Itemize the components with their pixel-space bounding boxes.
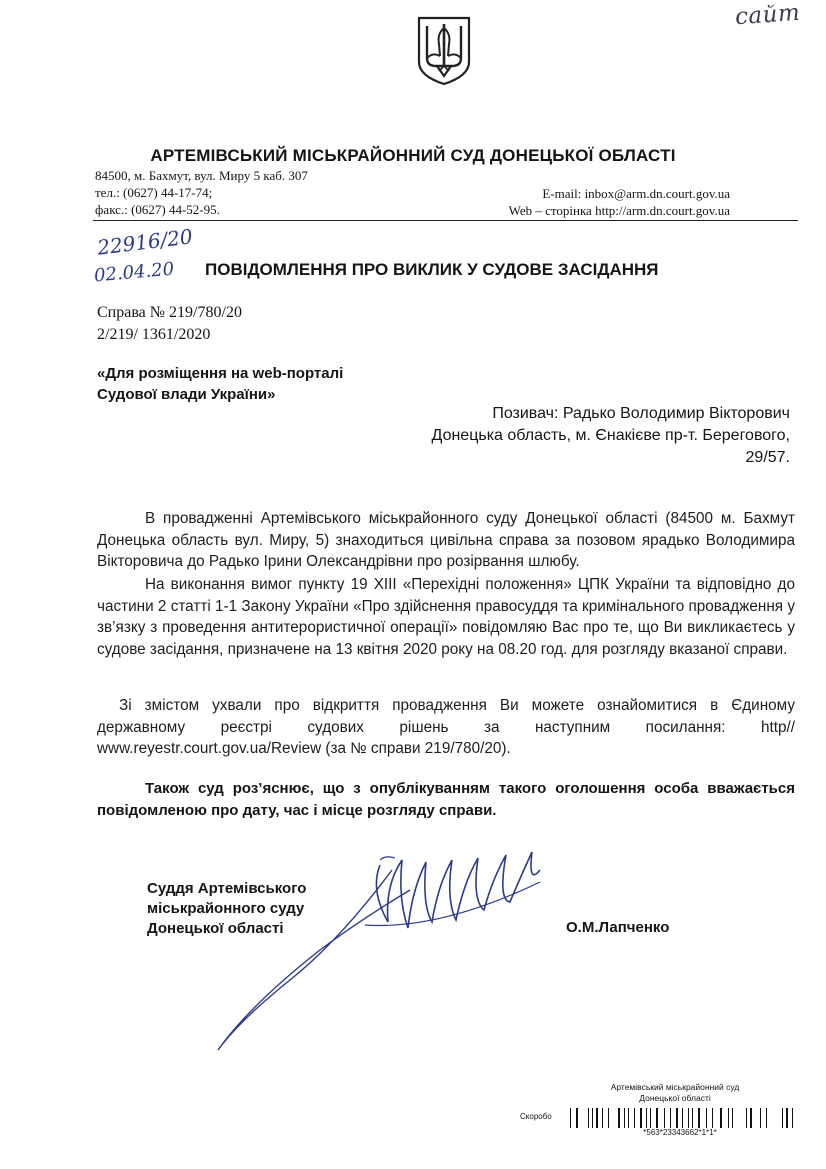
stamp-court-name (560, 1082, 790, 1104)
judge-title-line1: Суддя Артемівського (147, 880, 307, 897)
scan-label: Скоробо (520, 1112, 552, 1121)
paragraph-notification-clause: Також суд роз’яснює, що з опублікуванням такого оголошення особа вважається повідомленою про дату, час і місце розгляду справи. (97, 780, 795, 819)
court-fax: факс.: (0627) 44-52-95. (95, 202, 220, 217)
header-divider (93, 220, 798, 221)
handwritten-registration-number: 22916/20 (95, 224, 194, 260)
judge-name: О.М.Лапченко (566, 919, 670, 936)
web-note-line1: «Для розміщення на web-порталі (97, 365, 344, 382)
plaintiff-block (380, 403, 790, 469)
notice-title: ПОВІДОМЛЕННЯ ПРО ВИКЛИК У СУДОВЕ ЗАСІДАННЯ (205, 260, 659, 279)
court-contacts-right (440, 185, 730, 219)
plaintiff-name: Позивач: Радько Володимир Вікторович (492, 405, 790, 422)
trident-emblem-icon (415, 14, 473, 86)
web-note-line2: Судової влади України» (97, 386, 276, 403)
judge-title-line2: міськрайонного суду (147, 900, 305, 917)
judge-signature (180, 830, 560, 1060)
case-numbers (97, 302, 242, 346)
court-website: Web – сторінка http://arm.dn.court.gov.ua (508, 203, 730, 218)
court-email: E-mail: inbox@arm.dn.court.gov.ua (542, 186, 730, 201)
barcode-number: *563*23343662*1*1* (643, 1128, 717, 1137)
paragraph-case-description: В провадженні Артемівського міськрайонного суду Донецької області (84500 м. Бахмут Донецька область вул. Миру, 5) знаходиться цивільна справа за позовом ярадько Володимира Вікторовича до Радько Ірини Олександрівни про розірвання шлюбу. (97, 510, 795, 570)
court-contacts-left (95, 167, 308, 218)
handwritten-registration-date: 02.04.20 (93, 258, 175, 287)
web-portal-note (97, 363, 343, 405)
case-number: Справа № 219/780/20 (97, 304, 242, 321)
paragraph-registry-link: Зі змістом ухвали про відкриття провадження Ви можете ознайомитися в Єдиному державному реєстрі судових рішень за наступним посилання: http// www.reyestr.court.gov.ua/Review (за № справи 219/780/20). (97, 697, 795, 757)
stamp-court-line2: Донецької області (639, 1093, 711, 1103)
court-phone: тел.: (0627) 44-17-74; (95, 185, 213, 200)
judge-title-line3: Донецької області (147, 920, 284, 937)
paragraph-summons: На виконання вимог пункту 19 XIII «Перехідні положення» ЦПК України та відповідно до частини 2 статті 1-1 Закону України «Про здійснення правосуддя та кримінального провадження у зв’язку з проведення антитерористичної операції» повідомляю Вас про те, що Ви викликаєтесь у судове засідання, призначене на 13 квітня 2020 року на 08.20 год. для розгляду вказаної справи. (97, 576, 795, 658)
stamp-court-line1: Артемівський міськрайонний суд (610, 1082, 740, 1092)
plaintiff-address-cont: 29/57. (745, 449, 790, 466)
judge-title (147, 879, 306, 939)
barcode-icon (560, 1108, 800, 1128)
court-title: АРТЕМІВСЬКИЙ МІСЬКРАЙОННИЙ СУД ДОНЕЦЬКОЇ ОБЛАСТІ (150, 146, 676, 165)
court-address: 84500, м. Бахмут, вул. Миру 5 каб. 307 (95, 168, 308, 183)
corner-handwritten-note: сайт (734, 0, 802, 31)
plaintiff-address: Донецька область, м. Єнакієве пр-т. Берегового, (431, 427, 790, 444)
proceeding-number: 2/219/ 1361/2020 (97, 326, 211, 343)
